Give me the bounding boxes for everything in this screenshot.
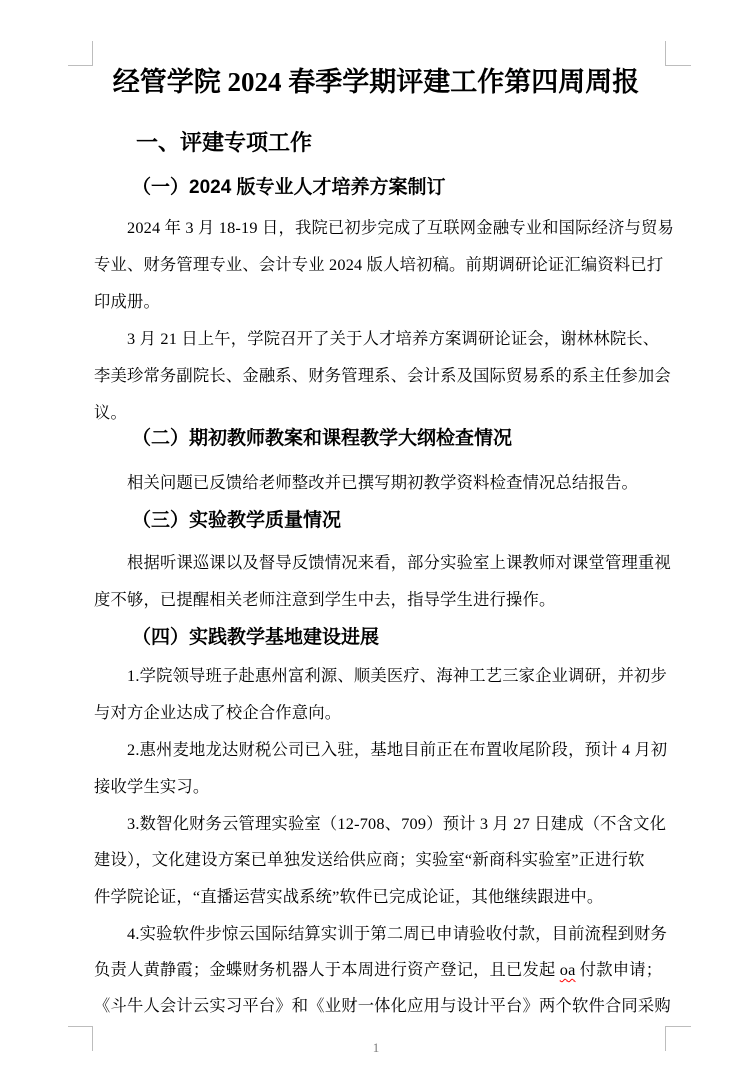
- sub-heading: （一）2024 版专业人才培养方案制订: [132, 177, 446, 198]
- sub-heading: （四）实践教学基地建设进展: [132, 627, 380, 648]
- paragraph-line: 3.数智化财务云管理实验室（12-708、709）预计 3 月 27 日建成（不含文化: [127, 814, 667, 833]
- paragraph-line: 《斗牛人会计云实习平台》和《业财一体化应用与设计平台》两个软件合同采购: [94, 996, 671, 1015]
- paragraph-line: 件学院论证，“直播运营实战系统”软件已完成论证，其他继续跟进中。: [94, 887, 604, 906]
- paragraph-line: 3 月 21 日上午，学院召开了关于人才培养方案调研论证会，谢林林院长、: [127, 329, 660, 348]
- spellcheck-flagged-word: oa: [559, 960, 576, 979]
- paragraph-line: 度不够，已提醒相关老师注意到学生中去，指导学生进行操作。: [94, 590, 556, 609]
- paragraph-line: 接收学生实习。: [94, 777, 210, 796]
- crop-mark-top-left-vertical: [92, 41, 93, 66]
- section-heading: 一、评建专项工作: [136, 130, 313, 155]
- paragraph-line: 议。: [94, 403, 127, 422]
- paragraph-line: 2024 年 3 月 18-19 日，我院已初步完成了互联网金融专业和国际经济与贸易: [127, 218, 675, 237]
- sub-heading: （二）期初教师教案和课程教学大纲检查情况: [132, 428, 513, 449]
- crop-mark-bottom-left-horizontal: [68, 1026, 93, 1027]
- paragraph-line: 专业、财务管理专业、会计专业 2024 版人培初稿。前期调研论证汇编资料已打: [94, 255, 664, 274]
- paragraph-line: 1.学院领导班子赴惠州富利源、顺美医疗、海神工艺三家企业调研，并初步: [127, 666, 668, 685]
- paragraph-line: 与对方企业达成了校企合作意向。: [94, 703, 342, 722]
- crop-mark-top-right-vertical: [665, 41, 666, 66]
- paragraph-line: 根据听课巡课以及督导反馈情况来看，部分实验室上课教师对课堂管理重视: [127, 553, 671, 572]
- paragraph-line: 2.惠州麦地龙达财税公司已入驻，基地目前正在布置收尾阶段，预计 4 月初: [127, 740, 668, 759]
- paragraph-line: 印成册。: [94, 292, 160, 311]
- paragraph-line: 4.实验软件步惊云国际结算实训于第二周已申请验收付款，目前流程到财务: [127, 924, 668, 943]
- paragraph-line: 李美珍常务副院长、金融系、财务管理系、会计系及国际贸易系的系主任参加会: [94, 366, 671, 385]
- doc-title: 经管学院 2024 春季学期评建工作第四周周报: [112, 67, 640, 97]
- paragraph-line: 建设），文化建设方案已单独发送给供应商；实验室“新商科实验室”正进行软: [94, 850, 645, 869]
- paragraph-line: 负责人黄静霞；金蝶财务机器人于本周进行资产登记，且已发起 oa 付款申请；: [94, 960, 663, 979]
- sub-heading: （三）实验教学质量情况: [132, 510, 342, 531]
- paragraph-line: 相关问题已反馈给老师整改并已撰写期初教学资料检查情况总结报告。: [127, 473, 638, 492]
- page-number: 1: [372, 1040, 380, 1055]
- crop-mark-bottom-right-horizontal: [665, 1026, 691, 1027]
